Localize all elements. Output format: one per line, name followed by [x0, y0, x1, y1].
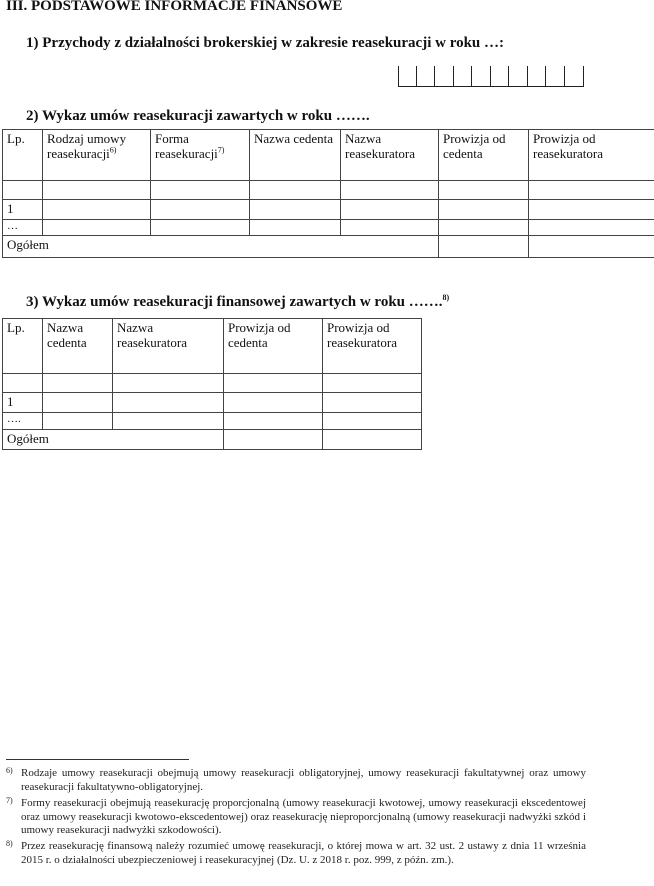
total-row: [3, 429, 422, 449]
row-ellipsis: …: [3, 219, 43, 235]
footnote-divider: [6, 759, 189, 760]
footnote-mark: 8): [6, 839, 13, 848]
footnote-mark: 6): [6, 766, 13, 775]
footnote-ref: 8): [442, 293, 450, 302]
table-header-row: [3, 319, 422, 374]
footnote-7: [6, 797, 586, 838]
revenue-digit-boxes[interactable]: [398, 66, 584, 87]
table-row: [3, 200, 654, 220]
footnote-text: Przez reasekurację finansową należy rozumieć umowę reasekuracji, o której mowa w art. 32 ust. 2 ustawy z dnia 11 września 2015 r. o działalności ubezpieczeniowej i reasekuracyjnej (Dz. U. z 2018 r. poz. 999, z późn. zm.).: [21, 840, 586, 866]
table-row: [3, 219, 654, 235]
footnote-ref: 7): [217, 145, 225, 155]
col-cedent: Nazwa cedenta: [43, 319, 113, 374]
table-row: [3, 412, 422, 429]
col-lp: Lp.: [3, 319, 43, 374]
table-row: [3, 393, 422, 413]
col-reasekurator: Nazwa reasekuratora: [341, 130, 439, 181]
col-prowizja-cedent: Prowizja od cedenta: [439, 130, 529, 181]
footnote-6: [6, 767, 586, 794]
col-reasekurator: Nazwa reasekuratora: [113, 319, 224, 374]
row-ellipsis: ….: [3, 412, 43, 429]
col-prowizja-reasekurator: Prowizja od reasekuratora: [323, 319, 422, 374]
footnote-8: [6, 840, 586, 867]
total-label: Ogółem: [3, 235, 439, 257]
col-prowizja-reasekurator: Prowizja od reasekuratora: [529, 130, 654, 181]
row-number: 1: [3, 200, 43, 220]
table-row: [3, 181, 654, 200]
footnote-text: Formy reasekuracji obejmują reasekurację proporcjonalną (umowy reasekuracji kwotowej, umowy reasekuracji ekscedentowej oraz umowy reasekuracji kwotowo-ekscedentowej) oraz reasekurację nieproporcjonalną (umowy reasekuracji nadwyżki szkód i umowy reasekuracji nadwyżki szkodowości).: [21, 797, 586, 836]
total-row: [3, 235, 654, 257]
col-prowizja-cedent: Prowizja od cedenta: [224, 319, 323, 374]
total-label: Ogółem: [3, 429, 224, 449]
item3-title: 3) Wykaz umów reasekuracji finansowej zawartych w roku …….$^{8)}$: [26, 293, 450, 310]
financial-reinsurance-table: [2, 318, 422, 450]
table-header-row: [3, 130, 654, 181]
col-lp: Lp.: [3, 130, 43, 181]
col-forma: Forma reasekuracji$^{7)}$: [151, 130, 250, 181]
footnote-text: Rodzaje umowy reasekuracji obejmują umowy reasekuracji obligatoryjnej, umowy reasekuracji fakultatywnej oraz umowy reasekuracji fakultatywno-obligatoryjnej.: [21, 767, 586, 793]
col-cedent: Nazwa cedenta: [250, 130, 341, 181]
reinsurance-contracts-table: [2, 129, 654, 258]
section-title: III. PODSTAWOWE INFORMACJE FINANSOWE: [6, 0, 343, 14]
footnote-mark: 7): [6, 796, 13, 805]
row-number: 1: [3, 393, 43, 413]
table-row: [3, 374, 422, 393]
item1-title: 1) Przychody z działalności brokerskiej w zakresie reasekuracji w roku …:: [26, 35, 505, 51]
col-rodzaj: Rodzaj umowy reasekuracji$^{6)}$: [43, 130, 151, 181]
footnote-ref: 6): [109, 145, 117, 155]
item2-title: 2) Wykaz umów reasekuracji zawartych w roku …….: [26, 108, 370, 124]
